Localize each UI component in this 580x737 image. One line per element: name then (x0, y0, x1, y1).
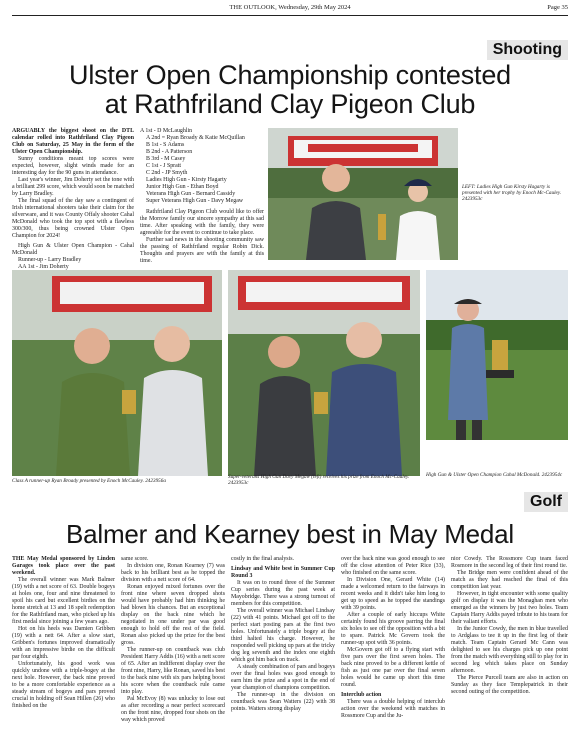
golf-paragraph: The Pierce Purcell team are also in action on Sunday as they face Templepatrick in their second outing of the competition. (451, 675, 568, 695)
result-line: AA 1st - Jim Doherty (18, 264, 69, 270)
golf-paragraph: nior Cowdy. The Rossmore Cup team faced Rosmore in the second leg of their first round tie. (451, 556, 568, 569)
result-line: B 3rd - M Casey (146, 156, 186, 162)
result-line: A 1st - D McLaughlin (140, 128, 193, 134)
photo-kirsty-hagarty (268, 128, 458, 260)
golf-paragraph: The runner-up on countback was club President Harry Addis (16) with a nett score of 65. After an indifferent display over the front nine, Harry, like Ronan, saved his best to the back nine with six pars helping boost his score when the countback rule came into play. (121, 647, 225, 695)
result-line: B 1st - S Adams (146, 142, 185, 148)
golf-column-5 (451, 556, 568, 696)
golf-paragraph: It was on to round three of the Summer Cup series during the past week at Mayobridge. There was a strong turnout of members for this competition. (231, 580, 335, 607)
golf-lead: THE May Medal sponsored by Linden Garages took place over the past weekend. (12, 556, 115, 576)
golf-paragraph: McGovern got off to a flying start with five pars over the first seven holes. The back nine proved to be a different kettle of fish as just one par over the final seven holes would he came up short this time round. (341, 647, 445, 688)
golf-paragraph: After a couple of early hiccups White certainly found his groove parring the final six holes to see off the opposition with a bit to spare. Patrick Mc Govern took the runner-up spot with 36 points. (341, 612, 445, 646)
shooting-headline-line2: at Rathfriland Clay Pigeon Club (104, 88, 476, 119)
result-line: Super Veterans High Gun - Davy Megaw (146, 198, 244, 204)
photo-image (268, 128, 458, 260)
result-line: Runner-up - Larry Bradley (18, 257, 82, 263)
golf-paragraph: over the back nine was good enough to see off the close attention of Peter Rice (33), who finished on the same score. (341, 556, 445, 576)
result-line: Veterans High Gun - Bernard Cassidy (146, 191, 236, 197)
caption-kirsty-hagarty: LEFT: Ladies High Gun Kirsty Hagarty is presented with her trophy by Enoch Mc-Cauley. 2423953c (462, 184, 562, 202)
photo-cahal-mcdonald (426, 270, 568, 440)
golf-paragraph: The Bridge men were confident ahead of the match as they had reached the final of this competition last year. (451, 570, 568, 590)
shooting-paragraph: Further sad news in the shooting community saw the passing of Rathfriland regular Robin Dick. Thoughts and prayers are with the family at this time. (140, 237, 264, 264)
shooting-paragraph: The final squad of the day saw a contingent of Irish international shooters take their claim for the silverware, and it was County Offaly shooter Cahal McDonald who took the top spot with a flawless 300/300, thus being crowned Ulster Open Champion for 2024! (12, 198, 134, 239)
photo-davy-megaw (228, 270, 420, 476)
photo-image (12, 270, 222, 476)
golf-paragraph: Pal McEvoy (8) was unlucky to lose out as after recording a near perfect scorecard on the front nine, dropped four shots on the way which proved (121, 696, 225, 723)
section-tab-shooting: Shooting (487, 40, 568, 60)
caption-cahal-mcdonald: High Gun & Ulster Open Champion Cahal McDonald. 2423954c (426, 472, 563, 478)
golf-paragraph: Hot on his heels was Damien Gribben (19) with a nett 64. After a slow start, Gribben's fortunes improved dramatically with an impressive birdie on the difficult par four eighth. (12, 626, 115, 660)
result-line: Ladies High Gun - Kirsty Hagarty (146, 177, 227, 183)
golf-paragraph: However, in tight encounter with some quality golf on display it was the Monaghan men who emerged as the winners by just two holes. Team Captain Harry Addis payed tribute to his team for their valiant efforts. (451, 591, 568, 625)
shooting-headline (0, 61, 580, 118)
golf-subheading: Interclub action (341, 692, 382, 698)
caption-davy-megaw: Super-veterans High Gun Davy Megaw (left) receives his prize from Enoch Mc-Cauley. 2423953c (228, 474, 410, 486)
shooting-paragraph: Sunny conditions meant top scores were expected, however, slight winds made for an interesting day for the 90 guns in attendance. (12, 156, 134, 176)
golf-column-1 (12, 556, 115, 710)
section-tab-golf: Golf (524, 492, 568, 512)
page-number: Page 35 (547, 4, 568, 11)
photo-image (426, 270, 568, 440)
golf-paragraph: same score. (121, 556, 149, 562)
shooting-column-1 (12, 128, 134, 278)
golf-paragraph: In division one, Ronan Kearney (7) was back to his brilliant best as he topped the division with a nett score of 64. (121, 563, 225, 583)
golf-paragraph: costly in the final analysis. (231, 556, 294, 562)
golf-column-4 (341, 556, 445, 720)
shooting-column-2 (140, 128, 264, 265)
golf-paragraph: There was a double helping of interclub action over the weekend with matches in Rossmore Cup and the Ju- (341, 699, 445, 719)
masthead-rule (12, 15, 568, 16)
golf-headline: Balmer and Kearney best in May Medal (65, 519, 515, 549)
golf-paragraph: In Division One, Gerard White (14) made a welcomed return to the fairways in recent weeks and it didn't take him long to get up to speed as he topped the standings with 39 points. (341, 577, 445, 611)
result-line: High Gun & Ulster Open Champion - Cahal McDonald (12, 243, 134, 256)
shooting-paragraph: Last year's winner, Jim Doherty set the tone with a brilliant 299 score, which would soon be matched by Larry Bradley. (12, 177, 134, 197)
golf-paragraph: The runner-up in the division on countback was Sean Watters (22) with 38 points. Watters strong display (231, 692, 335, 712)
golf-column-3 (231, 556, 335, 713)
result-line: B 2nd - A Patterson (146, 149, 193, 155)
golf-paragraph: The overall winner was Michael Lindsay (22) with 41 points. Michael got off to the perfect start posting pars at the first two holes. Unfortunately a triple bogey at the third halted his charge. However, he responded well picking up pars at the tricky dog leg seventh and the index one eighth which got him back on track. (231, 608, 335, 663)
golf-paragraph: A steady combination of pars and bogeys over the final holes was good enough to earn him the prize and a spot in the end of year champion of champions competition. (231, 664, 335, 691)
shooting-lead: ARGUABLY the biggest shoot on the DTL calendar rolled into Rathfriland Clay Pigeon Club on Saturday, 25 May in the form of the Ulster Open Championship. (12, 128, 134, 155)
golf-paragraph: Unfortunately, his good work was quickly undone with a triple-bogey at the next hole. However, the back nine proved to be a more comfortable experience as a steady stream of bogeys and pars proved crucial in holding off Sean Hillen (26) who finished on the (12, 661, 115, 709)
result-line: C 2nd - JP Smyth (146, 170, 188, 176)
golf-subheading: Lindsay and White best in Summer Cup Round 3 (231, 566, 335, 579)
result-line: C 1st - J Spratt (146, 163, 182, 169)
result-line: A 2nd = Ryan Broady & Katie McQuillan (146, 135, 245, 141)
golf-column-2 (121, 556, 225, 724)
golf-paragraph: In the Junior Cowdy, the men in blue travelled to Ardglass to tee it up in the first leg of their match. Team Captain Gerard Mc Cann was delighted to see his charges pick up one point from the match with everything still to play for in second leg which takes place on Sunday afternoon. (451, 626, 568, 674)
photo-ryan-broady (12, 270, 222, 476)
shooting-headline-line1: Ulster Open Championship contested (69, 60, 511, 90)
golf-paragraph: The overall winner was Mark Balmer (19) with a net score of 63. Double bogeys at holes one, four and nine threatened to spoil his card but excellent birdies on the home stretch at 13 and 18 spelt redemption for the Rathfriland man, who picked up his first medal since joining a few years ago. (12, 577, 115, 625)
golf-paragraph: Ronan enjoyed mixed fortunes over the front nine where seven dropped shots would have probably had him thinking he had blown his chances. But an exceptional display on the back nine which he negotiated in one under par was good enough to hold off the rest of the field. Ronan also picked up the prize for the best gross. (121, 584, 225, 646)
caption-ryan-broady: Class A runner-up Ryan Broady presented by Enoch McCauley. 2423956a (12, 478, 166, 484)
shooting-paragraph: Rathfriland Clay Pigeon Club would like to offer the Morrow family our sincere sympathy at this sad time. After speaking with the family, they were agreeable for the event to continue to take place. (140, 209, 264, 236)
photo-image (228, 270, 420, 476)
result-line: Junior High Gun - Ethan Boyd (146, 184, 219, 190)
issue-line: THE OUTLOOK, Wednesday, 29th May 2024 (229, 4, 351, 11)
